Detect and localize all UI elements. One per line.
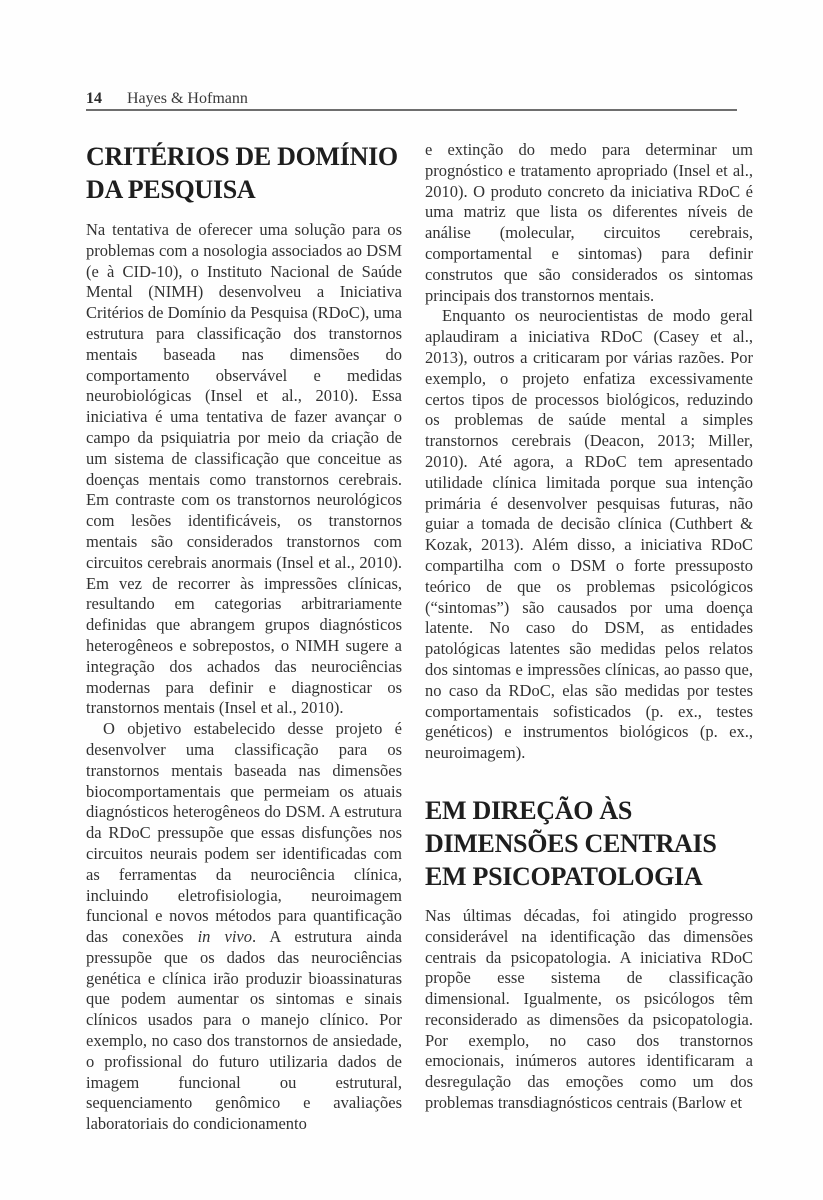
- paragraph: [86, 719, 402, 1135]
- page-number: 14: [86, 90, 102, 107]
- heading-line: DA PESQUISA: [86, 175, 256, 204]
- left-column: [86, 140, 402, 1135]
- paragraph: Nas últimas décadas, foi atingido progresso considerável na identificação das dimensões centrais da psicopatologia. A iniciativa RDoC propõe esse sistema de classificação dimensional. Igualmente, os psicólogos têm reconsiderado as dimensões da psicopatologia. Por exemplo, no caso dos transtornos emocionais, inúmeros autores identificaram a desregulação das emoções como um dos problemas transdiagnósticos centrais (Barlow et: [425, 905, 753, 1113]
- italic-term: in vivo: [197, 927, 253, 947]
- right-column: [425, 140, 753, 1135]
- heading-line: EM PSICOPATOLOGIA: [425, 861, 703, 891]
- paragraph: Na tentativa de oferecer uma solução para os problemas com a nosologia associados ao DSM (e à CID-10), o Instituto Nacional de Saúde Mental (NIMH) desenvolveu a Iniciativa Critérios de Domínio da Pesquisa (RDoC), uma estrutura para classificação dos transtornos mentais baseada nas dimensões do comportamento observável e medidas neurobiológicas (Insel et al., 2010). Essa iniciativa é uma tentativa de fazer avançar o campo da psiquiatria por meio da criação de um sistema de classificação que conceitue as doenças mentais como transtornos cerebrais. Em contraste com os transtornos neurológicos com lesões identificáveis, os transtornos mentais são considerados transtornos com circuitos cerebrais anormais (Insel et al., 2010). Em vez de recorrer às impressões clínicas, resultando em categorias arbitrariamente definidas que abrangem grupos diagnósticos heterogêneos e sobrepostos, o NIMH sugere a integração dos achados das neurociências modernas para definir e diagnosticar os transtornos mentais (Insel et al., 2010).: [86, 220, 402, 718]
- heading-line: EM DIREÇÃO ÀS: [425, 795, 633, 825]
- section-heading-dimensoes: [425, 794, 753, 893]
- paragraph-text: O objetivo estabelecido desse projeto é desenvolver uma classificação para os transtornos mentais baseada nas dimensões biocomportamentais que permeiam os atuais diagnósticos heterogêneos do DSM. A estrutura da RDoC pressupõe que essas disfunções nos circuitos neurais podem ser identificadas com as ferramentas da neurociência clínica, incluindo eletrofisiologia, neuroimagem funcional e novos métodos para quantificação das conexões: [86, 719, 402, 947]
- running-head: Hayes & Hofmann: [127, 90, 248, 107]
- section-heading-criterios: [86, 140, 402, 206]
- heading-line: CRITÉRIOS DE DOMÍNIO: [86, 142, 398, 171]
- paragraph: e extinção do medo para determinar um prognóstico e tratamento apropriado (Insel et al., 2010). O produto concreto da iniciativa RDoC é uma matriz que lista os diferentes níveis de análise (molecular, circuitos cerebrais, comportamental e sintomas) para definir construtos que são considerados os sintomas principais dos transtornos mentais.: [425, 140, 753, 305]
- running-header: [86, 90, 753, 108]
- paragraph-text: . A estrutura ainda pressupõe que os dados das neurociências genética e clínica irão produzir bioassinaturas que podem aumentar os sintomas e sinais clínicos usados para o manejo clínico. Por exemplo, no caso dos transtornos de ansiedade, o profissional do futuro utilizaria dados de imagem funcional ou estrutural, sequenciamento genômico e avaliações laboratoriais do condicionamento: [86, 927, 402, 1134]
- heading-line: DIMENSÕES CENTRAIS: [425, 828, 717, 858]
- header-rule: [86, 109, 737, 111]
- two-column-text: [86, 140, 753, 1135]
- paragraph: Enquanto os neurocientistas de modo geral aplaudiram a iniciativa RDoC (Casey et al., 2013), outros a criticaram por várias razões. Por exemplo, o projeto enfatiza excessivamente certos tipos de processos biológicos, reduzindo os problemas de saúde mental a simples transtornos cerebrais (Deacon, 2013; Miller, 2010). Até agora, a RDoC tem apresentado utilidade clínica limitada porque sua intenção primária é desenvolver pesquisas futuras, não guiar a tomada de decisão clínica (Cuthbert & Kozak, 2013). Além disso, a iniciativa RDoC compartilha com o DSM o forte pressuposto teórico de que os problemas psicológicos (“sintomas”) são causados por uma doença latente. No caso do DSM, as entidades patológicas latentes são medidas pelos relatos dos sintomas e impressões clínicas, ao passo que, no caso da RDoC, elas são medidas por testes comportamentais sofisticados (p. ex., testes genéticos) e instrumentos biológicos (p. ex., neuroimagem).: [425, 306, 753, 763]
